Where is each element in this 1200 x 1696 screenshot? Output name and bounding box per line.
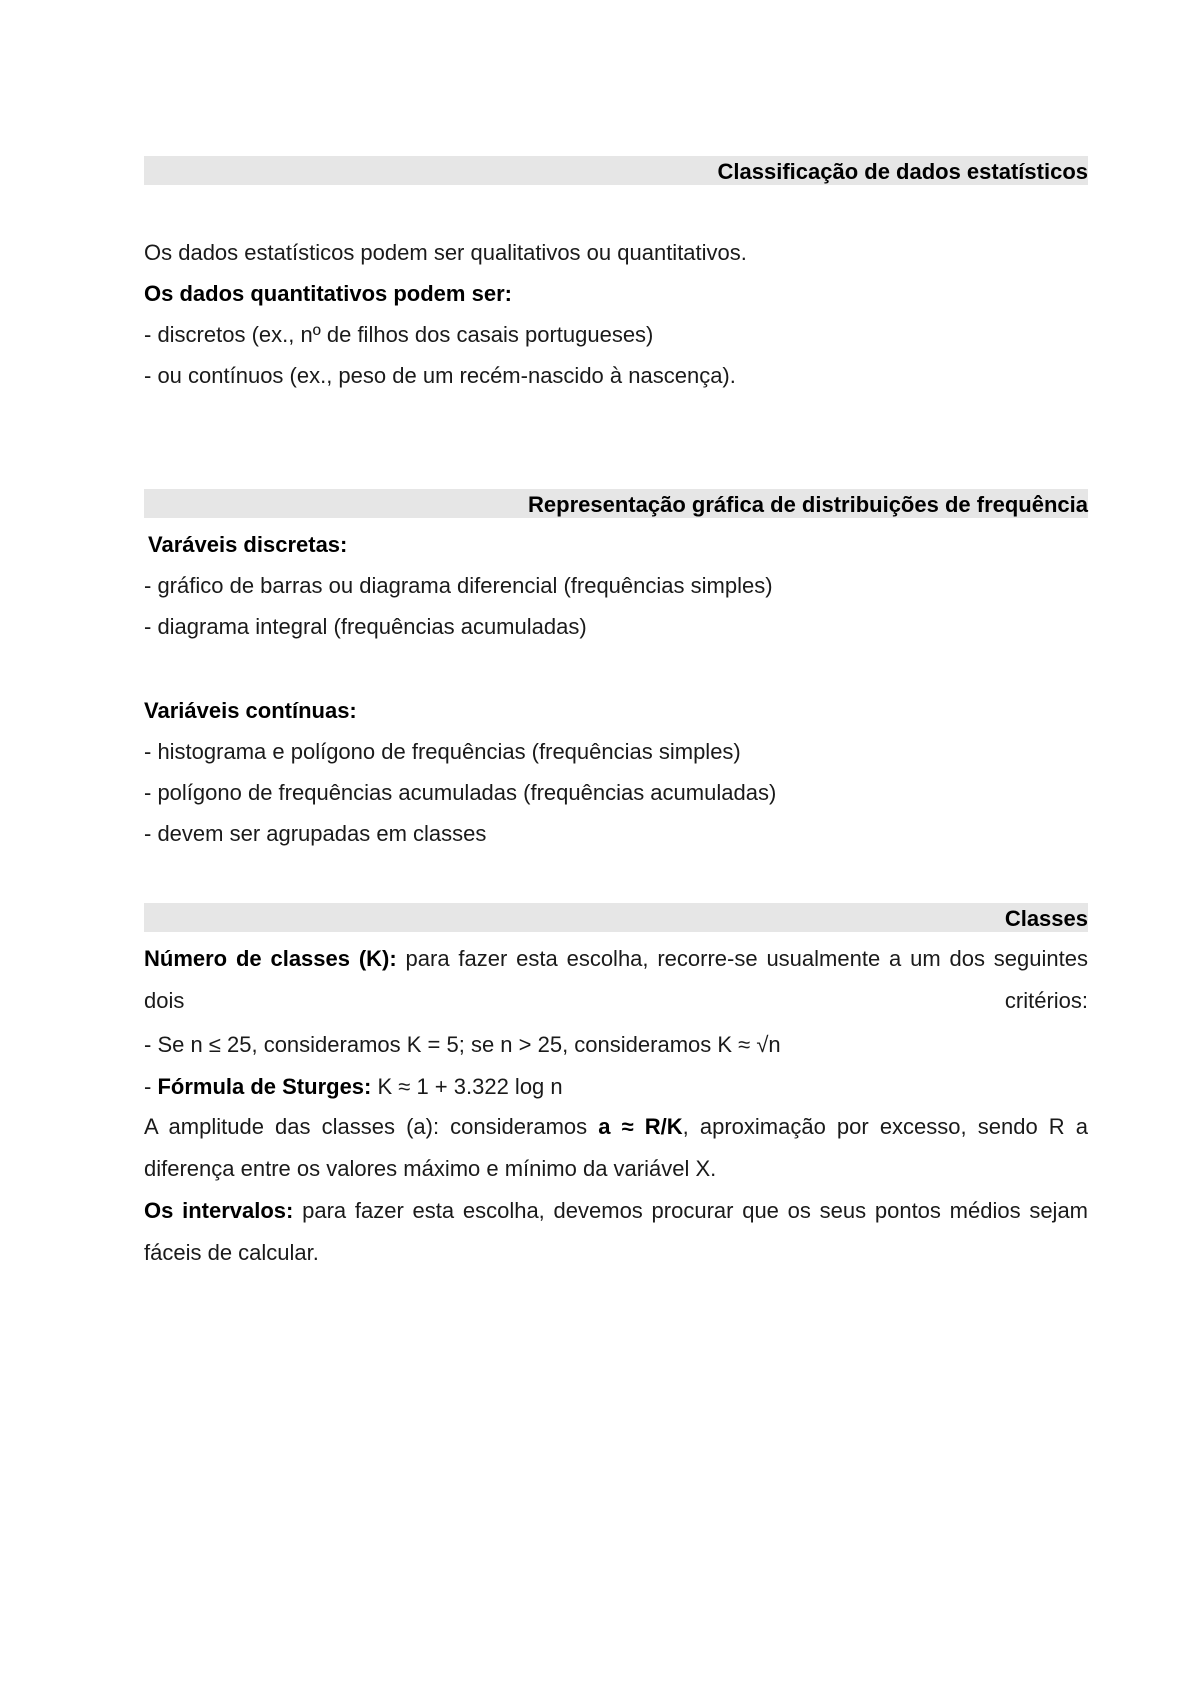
section-heading-classificacao: Classificação de dados estatísticos [144,156,1088,185]
k-text: para fazer esta escolha, recorre-se usualmente a um dos seguintes dois critérios: [144,946,1088,1013]
intervals-text: para fazer esta escolha, devemos procurar que os seus pontos médios sejam fáceis de calcular. [144,1198,1089,1265]
list-item-diagrama-integral: - diagrama integral (frequências acumuladas) [144,614,587,639]
list-item-continuos: - ou contínuos (ex., peso de um recém-nascido à nascença). [144,363,736,388]
sturges-formula: K ≈ 1 + 3.322 log n [371,1074,563,1099]
continuous-heading: Variáveis contínuas: [144,698,357,723]
amplitude-paragraph [144,1106,1088,1190]
sturges-prefix: - [144,1074,158,1099]
section-heading-classes: Classes [144,903,1088,932]
intervals-paragraph [144,1190,1088,1274]
amplitude-prefix: A amplitude das classes (a): consideramos [144,1114,599,1139]
number-of-classes-paragraph [144,938,1088,1022]
list-item-classes: - devem ser agrupadas em classes [144,821,487,846]
rule-sqrt-n: - Se n ≤ 25, consideramos K = 5; se n > 25, consideramos K ≈ √n [144,1032,781,1057]
section-heading-representacao: Representação gráfica de distribuições de frequência [144,489,1088,518]
list-item-histograma: - histograma e polígono de frequências (frequências simples) [144,739,741,764]
intro-paragraph: Os dados estatísticos podem ser qualitativos ou quantitativos. [144,240,747,265]
intervals-label: Os intervalos: [144,1198,294,1223]
k-label: Número de classes (K): [144,946,397,971]
discrete-heading: Varáveis discretas: [148,532,348,557]
amplitude-suffix: , aproximação por excesso, sendo R a diferença entre os valores máximo e mínimo da variável X. [144,1114,1089,1181]
amplitude-formula: a ≈ R/K [598,1114,683,1139]
quantitative-subheading: Os dados quantitativos podem ser: [144,281,512,306]
list-item-poligono-acumuladas: - polígono de frequências acumuladas (frequências acumuladas) [144,780,777,805]
sturges-line [144,1072,1088,1102]
list-item-grafico-barras: - gráfico de barras ou diagrama diferencial (frequências simples) [144,573,773,598]
sturges-label: Fórmula de Sturges: [157,1074,372,1099]
list-item-discretos: - discretos (ex., nº de filhos dos casais portugueses) [144,322,654,347]
